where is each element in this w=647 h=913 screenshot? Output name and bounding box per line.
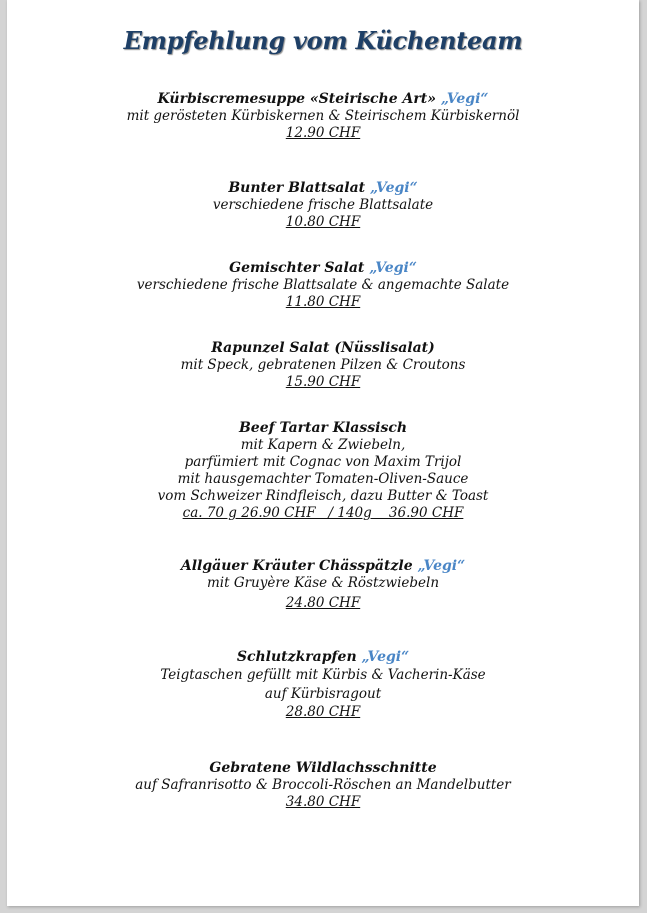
dish-description: auf Safranrisotto & Broccoli-Röschen an Mandelbutter (135, 777, 511, 793)
dish-name-text: Allgäuer Kräuter Chässpätzle (180, 558, 413, 574)
vegi-badge: „Vegi“ (370, 180, 418, 196)
menu-item (7, 339, 639, 391)
dish-price: 15.90 CHF (285, 374, 361, 390)
dish-description: mit hausgemachter Tomaten-Oliven-Sauce (177, 471, 469, 487)
dish-name (7, 557, 639, 575)
menu-item (7, 759, 639, 811)
menu-item (7, 419, 639, 522)
dish-description: auf Kürbisragout (264, 686, 382, 702)
menu-item (7, 179, 639, 231)
dish-price: 10.80 CHF (285, 214, 361, 230)
menu-item (7, 259, 639, 311)
menu-page (7, 0, 639, 906)
page-title: Empfehlung vom Küchenteam (123, 26, 523, 55)
vegi-badge: „Vegi“ (369, 260, 417, 276)
dish-price: ca. 70 g 26.90 CHF / 140g 36.90 CHF (182, 505, 464, 521)
dish-description: mit Speck, gebratenen Pilzen & Croutons (180, 357, 466, 373)
dish-description: mit Kapern & Zwiebeln, (240, 437, 406, 453)
dish-price: 24.80 CHF (285, 595, 361, 611)
dish-name (7, 759, 639, 777)
dish-name-text: Rapunzel Salat (Nüsslisalat) (211, 340, 435, 356)
menu-item (7, 90, 639, 142)
dish-name (7, 419, 639, 437)
vegi-badge: „Vegi“ (417, 558, 466, 574)
dish-name-text: Schlutzkrapfen (236, 649, 357, 665)
dish-name (7, 259, 639, 277)
dish-name (7, 179, 639, 197)
dish-name-text: Gebratene Wildlachsschnitte (209, 760, 437, 776)
dish-name-text: Bunter Blattsalat (228, 180, 366, 196)
dish-description: Teigtaschen gefüllt mit Kürbis & Vacherin-Käse (160, 667, 486, 683)
menu-item (7, 648, 639, 721)
dish-price: 12.90 CHF (285, 125, 361, 141)
dish-name-text: Gemischter Salat (229, 260, 365, 276)
dish-name-text: Kürbiscremesuppe «Steirische Art» (157, 91, 436, 107)
dish-name-text: Beef Tartar Klassisch (238, 420, 408, 436)
dish-price: 28.80 CHF (285, 704, 361, 720)
vegi-badge: „Vegi“ (361, 649, 410, 665)
dish-name (7, 339, 639, 357)
dish-price: 34.80 CHF (285, 794, 361, 810)
dish-description: mit Gruyère Käse & Röstzwiebeln (206, 575, 440, 591)
dish-description: mit gerösteten Kürbiskernen & Steirischem Kürbiskernöl (126, 108, 520, 124)
menu-item (7, 557, 639, 612)
dish-price: 11.80 CHF (285, 294, 361, 310)
dish-description: verschiedene frische Blattsalate & angemachte Salate (136, 277, 510, 293)
dish-description: vom Schweizer Rindfleisch, dazu Butter & Toast (157, 488, 489, 504)
dish-name (7, 90, 639, 108)
dish-description: verschiedene frische Blattsalate (212, 197, 434, 213)
dish-description: parfümiert mit Cognac von Maxim Trijol (184, 454, 462, 470)
dish-name (7, 648, 639, 666)
vegi-badge: „Vegi“ (440, 91, 489, 107)
